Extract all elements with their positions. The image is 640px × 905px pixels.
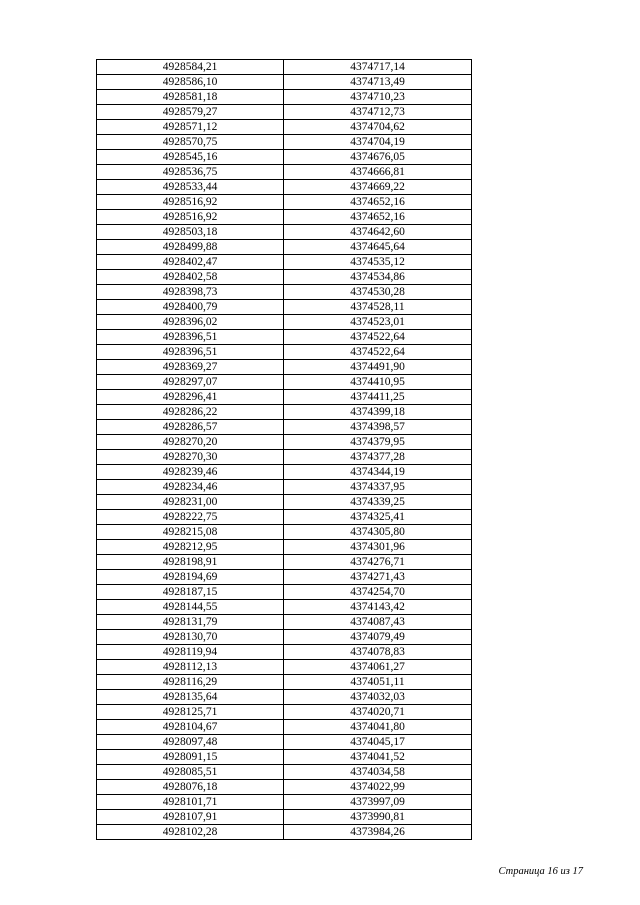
coordinate-x-cell: 4928102,28 bbox=[97, 825, 284, 840]
coordinate-x-cell: 4928297,07 bbox=[97, 375, 284, 390]
coordinate-y-cell: 4374034,58 bbox=[284, 765, 472, 780]
coordinate-x-cell: 4928119,94 bbox=[97, 645, 284, 660]
coordinate-x-cell: 4928234,46 bbox=[97, 480, 284, 495]
coordinate-y-cell: 4374669,22 bbox=[284, 180, 472, 195]
coordinate-x-cell: 4928085,51 bbox=[97, 765, 284, 780]
coordinate-y-cell: 4374045,17 bbox=[284, 735, 472, 750]
coordinate-x-cell: 4928239,46 bbox=[97, 465, 284, 480]
table-row bbox=[97, 60, 472, 75]
coordinate-y-cell: 4374041,52 bbox=[284, 750, 472, 765]
coordinates-table-body bbox=[97, 60, 472, 840]
table-row bbox=[97, 165, 472, 180]
coordinate-x-cell: 4928396,51 bbox=[97, 330, 284, 345]
coordinate-x-cell: 4928536,75 bbox=[97, 165, 284, 180]
table-row bbox=[97, 285, 472, 300]
coordinate-y-cell: 4374020,71 bbox=[284, 705, 472, 720]
table-row bbox=[97, 195, 472, 210]
coordinate-x-cell: 4928516,92 bbox=[97, 210, 284, 225]
table-row bbox=[97, 435, 472, 450]
table-row bbox=[97, 210, 472, 225]
coordinate-x-cell: 4928194,69 bbox=[97, 570, 284, 585]
page-number: Страница 16 из 17 bbox=[498, 866, 583, 877]
coordinate-x-cell: 4928270,20 bbox=[97, 435, 284, 450]
coordinate-y-cell: 4374344,19 bbox=[284, 465, 472, 480]
coordinate-x-cell: 4928579,27 bbox=[97, 105, 284, 120]
coordinate-y-cell: 4374534,86 bbox=[284, 270, 472, 285]
coordinate-x-cell: 4928198,91 bbox=[97, 555, 284, 570]
coordinate-x-cell: 4928584,21 bbox=[97, 60, 284, 75]
coordinate-x-cell: 4928101,71 bbox=[97, 795, 284, 810]
table-row bbox=[97, 360, 472, 375]
table-row bbox=[97, 570, 472, 585]
coordinate-y-cell: 4373997,09 bbox=[284, 795, 472, 810]
coordinate-y-cell: 4373984,26 bbox=[284, 825, 472, 840]
table-row bbox=[97, 120, 472, 135]
coordinate-y-cell: 4374022,99 bbox=[284, 780, 472, 795]
table-row bbox=[97, 255, 472, 270]
coordinate-y-cell: 4374704,19 bbox=[284, 135, 472, 150]
coordinate-y-cell: 4374410,95 bbox=[284, 375, 472, 390]
coordinate-x-cell: 4928516,92 bbox=[97, 195, 284, 210]
coordinate-y-cell: 4374710,23 bbox=[284, 90, 472, 105]
coordinate-y-cell: 4374399,18 bbox=[284, 405, 472, 420]
coordinate-y-cell: 4374645,64 bbox=[284, 240, 472, 255]
coordinate-y-cell: 4373990,81 bbox=[284, 810, 472, 825]
coordinate-x-cell: 4928396,02 bbox=[97, 315, 284, 330]
coordinate-x-cell: 4928076,18 bbox=[97, 780, 284, 795]
coordinate-x-cell: 4928571,12 bbox=[97, 120, 284, 135]
coordinate-x-cell: 4928097,48 bbox=[97, 735, 284, 750]
coordinate-y-cell: 4374535,12 bbox=[284, 255, 472, 270]
coordinate-x-cell: 4928091,15 bbox=[97, 750, 284, 765]
table-row bbox=[97, 450, 472, 465]
coordinate-x-cell: 4928112,13 bbox=[97, 660, 284, 675]
table-row bbox=[97, 660, 472, 675]
coordinate-x-cell: 4928116,29 bbox=[97, 675, 284, 690]
table-row bbox=[97, 735, 472, 750]
table-row bbox=[97, 675, 472, 690]
coordinate-y-cell: 4374523,01 bbox=[284, 315, 472, 330]
coordinate-y-cell: 4374522,64 bbox=[284, 330, 472, 345]
coordinate-y-cell: 4374041,80 bbox=[284, 720, 472, 735]
coordinate-y-cell: 4374305,80 bbox=[284, 525, 472, 540]
table-row bbox=[97, 600, 472, 615]
coordinate-x-cell: 4928104,67 bbox=[97, 720, 284, 735]
table-row bbox=[97, 420, 472, 435]
coordinate-x-cell: 4928369,27 bbox=[97, 360, 284, 375]
coordinate-y-cell: 4374398,57 bbox=[284, 420, 472, 435]
coordinate-y-cell: 4374666,81 bbox=[284, 165, 472, 180]
table-row bbox=[97, 720, 472, 735]
table-row bbox=[97, 495, 472, 510]
table-row bbox=[97, 585, 472, 600]
table-row bbox=[97, 780, 472, 795]
table-row bbox=[97, 510, 472, 525]
table-row bbox=[97, 390, 472, 405]
coordinate-x-cell: 4928125,71 bbox=[97, 705, 284, 720]
coordinate-y-cell: 4374676,05 bbox=[284, 150, 472, 165]
coordinate-y-cell: 4374337,95 bbox=[284, 480, 472, 495]
coordinate-y-cell: 4374325,41 bbox=[284, 510, 472, 525]
coordinate-x-cell: 4928402,58 bbox=[97, 270, 284, 285]
coordinate-y-cell: 4374032,03 bbox=[284, 690, 472, 705]
table-row bbox=[97, 300, 472, 315]
table-row bbox=[97, 555, 472, 570]
coordinate-x-cell: 4928286,57 bbox=[97, 420, 284, 435]
coordinate-x-cell: 4928187,15 bbox=[97, 585, 284, 600]
coordinate-y-cell: 4374377,28 bbox=[284, 450, 472, 465]
table-row bbox=[97, 465, 472, 480]
coordinate-x-cell: 4928296,41 bbox=[97, 390, 284, 405]
coordinate-x-cell: 4928286,22 bbox=[97, 405, 284, 420]
table-row bbox=[97, 105, 472, 120]
coordinate-x-cell: 4928503,18 bbox=[97, 225, 284, 240]
table-row bbox=[97, 150, 472, 165]
coordinate-x-cell: 4928586,10 bbox=[97, 75, 284, 90]
coordinate-x-cell: 4928499,88 bbox=[97, 240, 284, 255]
table-row bbox=[97, 240, 472, 255]
coordinate-y-cell: 4374087,43 bbox=[284, 615, 472, 630]
coordinate-y-cell: 4374642,60 bbox=[284, 225, 472, 240]
coordinate-x-cell: 4928581,18 bbox=[97, 90, 284, 105]
table-row bbox=[97, 525, 472, 540]
coordinate-y-cell: 4374411,25 bbox=[284, 390, 472, 405]
table-row bbox=[97, 180, 472, 195]
table-row bbox=[97, 75, 472, 90]
coordinate-y-cell: 4374491,90 bbox=[284, 360, 472, 375]
coordinate-y-cell: 4374276,71 bbox=[284, 555, 472, 570]
table-row bbox=[97, 405, 472, 420]
coordinates-table bbox=[96, 59, 472, 840]
coordinate-y-cell: 4374079,49 bbox=[284, 630, 472, 645]
coordinate-y-cell: 4374061,27 bbox=[284, 660, 472, 675]
coordinate-x-cell: 4928270,30 bbox=[97, 450, 284, 465]
coordinate-y-cell: 4374652,16 bbox=[284, 195, 472, 210]
coordinate-x-cell: 4928570,75 bbox=[97, 135, 284, 150]
table-row bbox=[97, 750, 472, 765]
table-row bbox=[97, 645, 472, 660]
table-row bbox=[97, 705, 472, 720]
coordinate-x-cell: 4928215,08 bbox=[97, 525, 284, 540]
coordinate-x-cell: 4928400,79 bbox=[97, 300, 284, 315]
coordinate-x-cell: 4928398,73 bbox=[97, 285, 284, 300]
coordinate-x-cell: 4928545,16 bbox=[97, 150, 284, 165]
coordinate-x-cell: 4928533,44 bbox=[97, 180, 284, 195]
table-row bbox=[97, 540, 472, 555]
table-row bbox=[97, 480, 472, 495]
coordinate-x-cell: 4928144,55 bbox=[97, 600, 284, 615]
table-row bbox=[97, 615, 472, 630]
coordinate-y-cell: 4374712,73 bbox=[284, 105, 472, 120]
table-row bbox=[97, 315, 472, 330]
table-row bbox=[97, 375, 472, 390]
coordinate-y-cell: 4374301,96 bbox=[284, 540, 472, 555]
coordinate-x-cell: 4928135,64 bbox=[97, 690, 284, 705]
coordinate-y-cell: 4374271,43 bbox=[284, 570, 472, 585]
coordinate-y-cell: 4374051,11 bbox=[284, 675, 472, 690]
table-row bbox=[97, 330, 472, 345]
coordinate-x-cell: 4928402,47 bbox=[97, 255, 284, 270]
coordinate-x-cell: 4928130,70 bbox=[97, 630, 284, 645]
coordinate-y-cell: 4374528,11 bbox=[284, 300, 472, 315]
table-row bbox=[97, 135, 472, 150]
coordinate-x-cell: 4928396,51 bbox=[97, 345, 284, 360]
coordinate-x-cell: 4928131,79 bbox=[97, 615, 284, 630]
coordinate-y-cell: 4374254,70 bbox=[284, 585, 472, 600]
coordinate-y-cell: 4374717,14 bbox=[284, 60, 472, 75]
table-row bbox=[97, 630, 472, 645]
coordinate-x-cell: 4928212,95 bbox=[97, 540, 284, 555]
table-row bbox=[97, 810, 472, 825]
coordinate-x-cell: 4928222,75 bbox=[97, 510, 284, 525]
table-row bbox=[97, 765, 472, 780]
coordinate-x-cell: 4928231,00 bbox=[97, 495, 284, 510]
coordinate-y-cell: 4374078,83 bbox=[284, 645, 472, 660]
table-row bbox=[97, 90, 472, 105]
coordinate-y-cell: 4374704,62 bbox=[284, 120, 472, 135]
table-row bbox=[97, 825, 472, 840]
table-row bbox=[97, 225, 472, 240]
coordinate-y-cell: 4374339,25 bbox=[284, 495, 472, 510]
table-row bbox=[97, 690, 472, 705]
coordinate-y-cell: 4374379,95 bbox=[284, 435, 472, 450]
coordinate-y-cell: 4374143,42 bbox=[284, 600, 472, 615]
table-row bbox=[97, 345, 472, 360]
coordinate-y-cell: 4374522,64 bbox=[284, 345, 472, 360]
coordinate-x-cell: 4928107,91 bbox=[97, 810, 284, 825]
coordinate-y-cell: 4374652,16 bbox=[284, 210, 472, 225]
coordinate-y-cell: 4374713,49 bbox=[284, 75, 472, 90]
coordinate-y-cell: 4374530,28 bbox=[284, 285, 472, 300]
table-row bbox=[97, 270, 472, 285]
table-row bbox=[97, 795, 472, 810]
